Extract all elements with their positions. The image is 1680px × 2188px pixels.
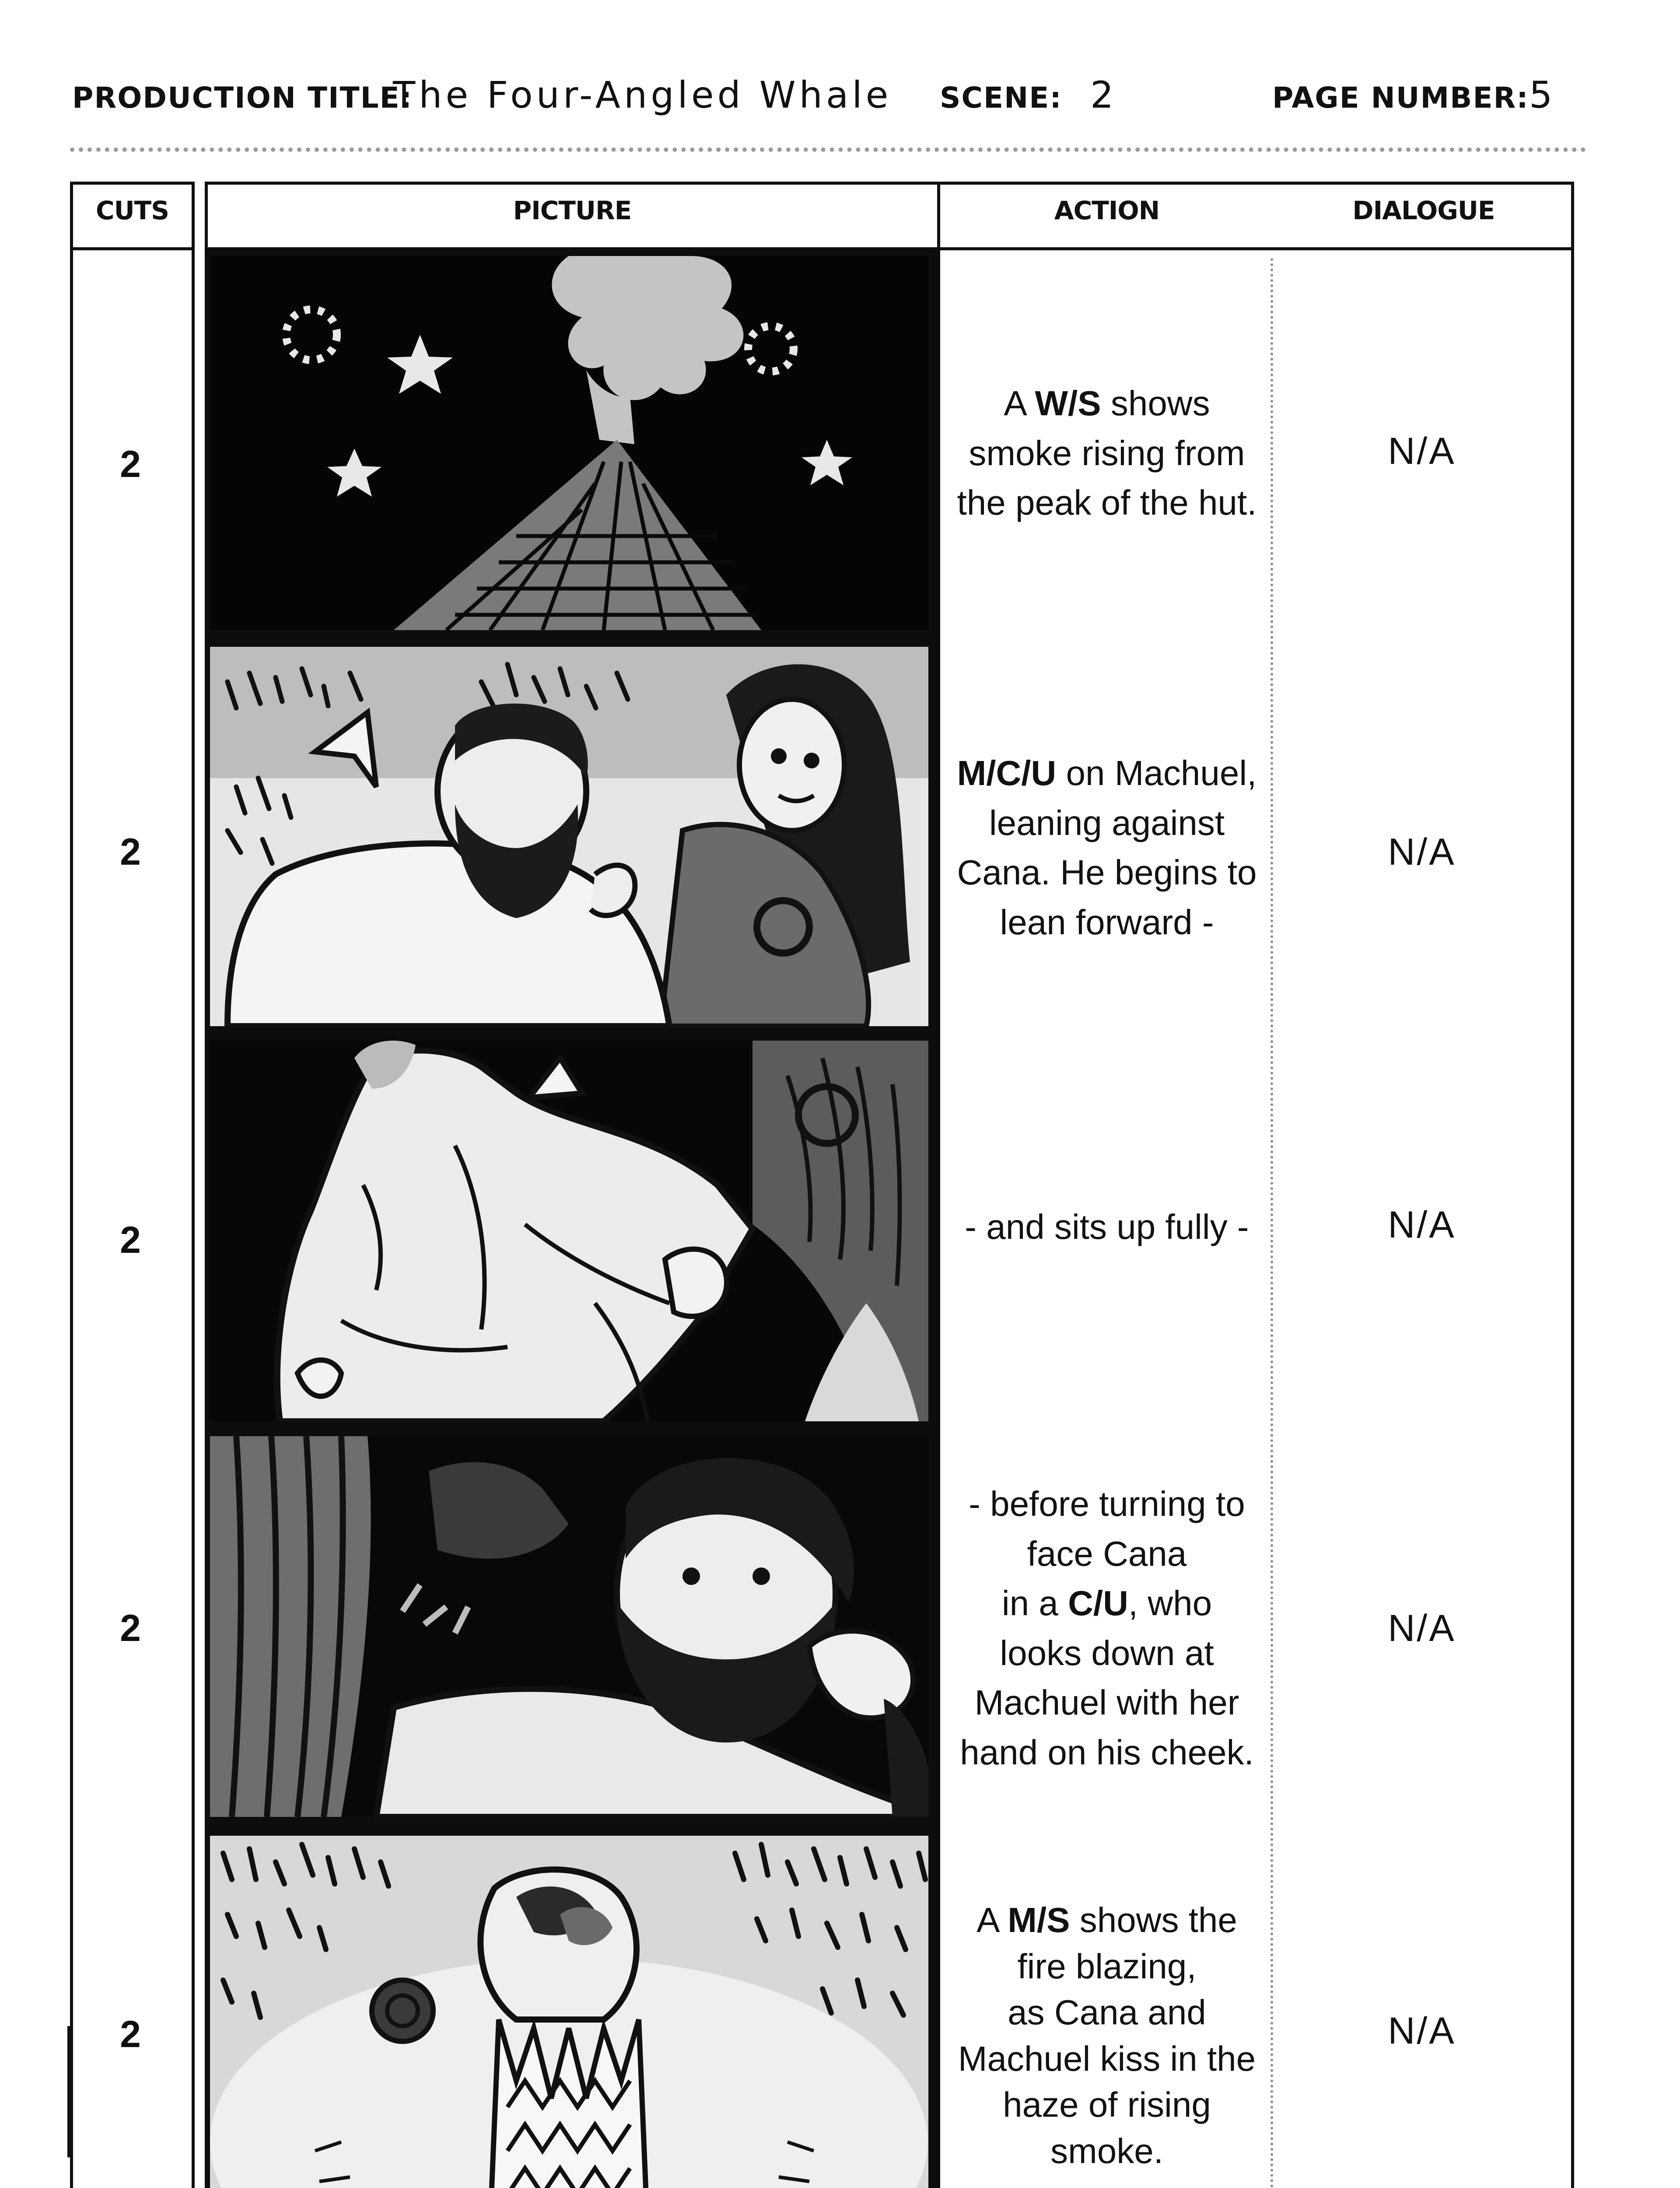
action-line: as Cana and [1008,1993,1206,2032]
action-line: the peak of the hut. [957,483,1257,522]
action-line: in a C/U, who [1001,1584,1212,1623]
frame-1-hut-smoke [210,256,928,630]
action-column-header: ACTION [1054,196,1160,225]
dialogue-text: N/A [1388,2010,1456,2052]
scene-label: SCENE: [940,81,1062,115]
action-line: A M/S shows the [976,1900,1237,1939]
action-line: fire blazing, [1017,1946,1197,1986]
dialogue-column-header: DIALOGUE [1352,196,1495,225]
cut-number: 2 [120,443,141,485]
action-line: Cana. He begins to [957,853,1257,892]
production-title-label: PRODUCTION TITLE: [72,81,413,115]
action-line: leaning against [989,803,1225,842]
action-line: M/C/U on Machuel, [957,754,1257,792]
page-number-label: PAGE NUMBER: [1272,81,1529,115]
action-line: A W/S shows [1004,384,1210,423]
action-line: Machuel kiss in the [958,2039,1256,2078]
action-line: smoke rising from [969,433,1245,473]
frame-5-fire-blazing [210,1836,928,2188]
frame-4-close-up [210,1436,928,1817]
action-text [943,748,1271,947]
picture-column-header: PICTURE [513,196,632,225]
action-text [943,1897,1271,2174]
header-divider [70,147,1586,152]
action-line: lean forward - [1000,902,1214,942]
scene-number: 2 [1090,74,1117,116]
dialogue-text: N/A [1388,1607,1456,1649]
frame-2-machuel-leaning [210,647,928,1026]
action-line: smoke. [1050,2131,1163,2170]
action-line: Machuel with her [974,1683,1239,1722]
dialogue-text: N/A [1388,831,1456,873]
action-text [943,1479,1271,1778]
action-line: face Cana [1027,1534,1187,1573]
cut-number: 2 [120,2013,141,2055]
dialogue-text: N/A [1388,430,1456,472]
cut-number: 2 [120,1607,141,1649]
left-edge-mark [67,2026,71,2157]
action-line: looks down at [1000,1633,1214,1673]
cut-number: 2 [120,831,141,873]
frame-3-sits-up [210,1041,928,1421]
action-line: haze of rising [1003,2085,1211,2125]
cuts-column-box [70,247,195,2188]
action-line: - and sits up fully - [965,1207,1249,1246]
action-line: hand on his cheek. [960,1732,1254,1772]
action-line: - before turning to [969,1484,1245,1523]
cuts-column-header: CUTS [96,196,169,225]
action-text [943,1202,1271,1252]
dialogue-text: N/A [1388,1204,1456,1246]
cut-number: 2 [120,1219,141,1261]
production-title: The Four-Angled Whale [393,74,892,116]
page-number: 5 [1529,74,1556,116]
action-text [943,379,1271,528]
